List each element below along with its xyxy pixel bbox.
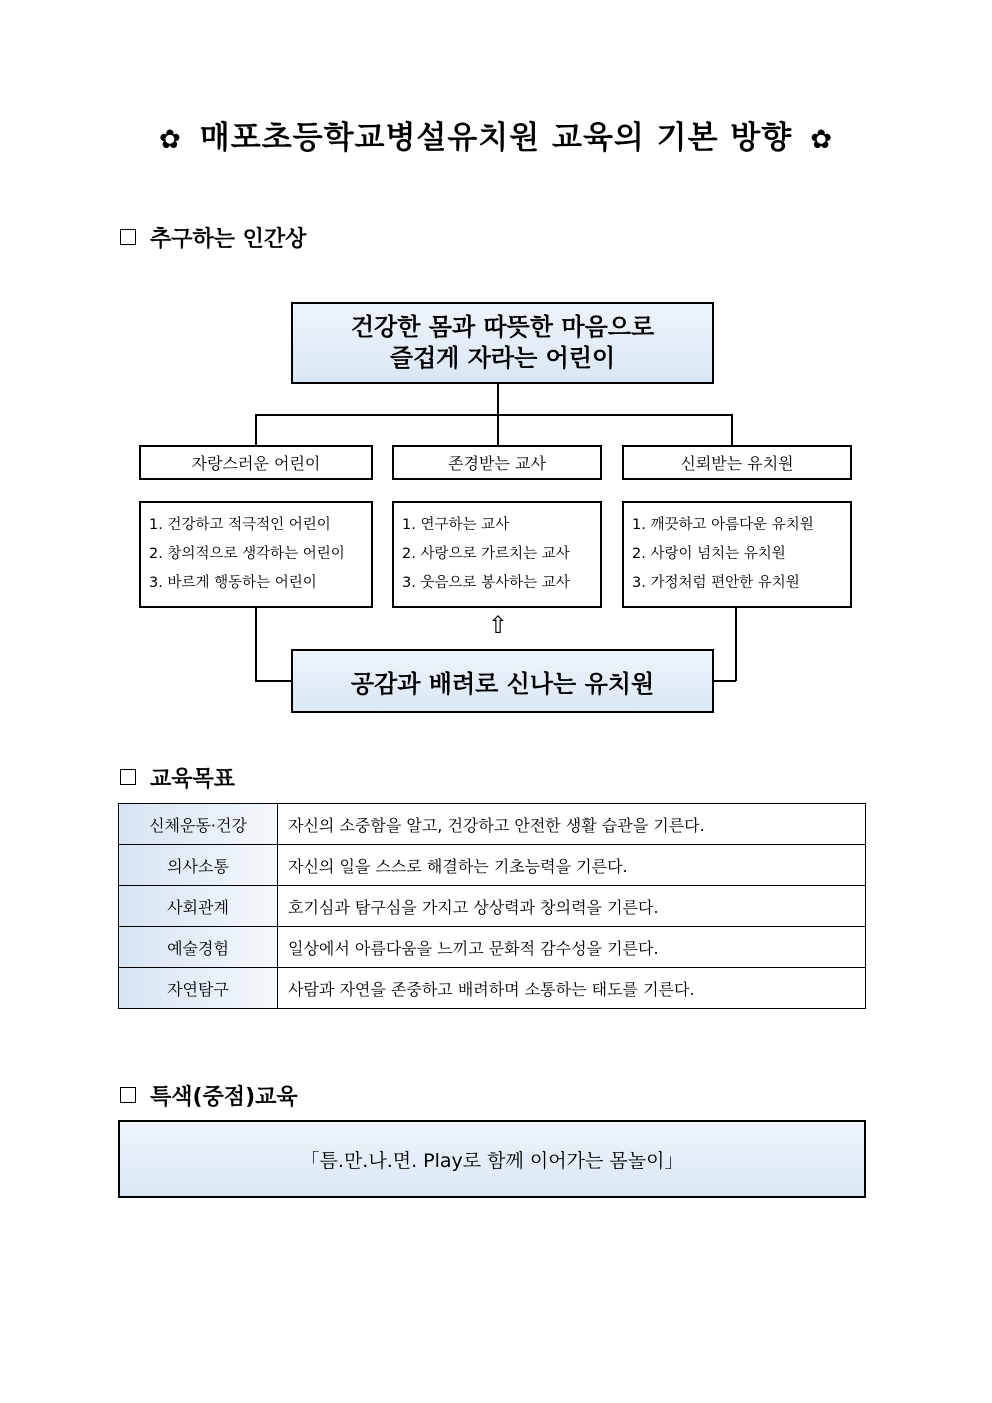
goal-text: 자신의 소중함을 알고, 건강하고 안전한 생활 습관을 기른다. (278, 804, 866, 845)
goal-area: 예술경험 (119, 927, 278, 968)
column-header-teachers: 존경받는 교사 (392, 445, 602, 480)
list-item: 1. 건강하고 적극적인 어린이 (149, 517, 331, 533)
connector-line (731, 414, 733, 445)
connector-line (497, 384, 499, 414)
connector-line (714, 680, 736, 682)
column-list-teachers (392, 501, 602, 608)
goal-area: 신체운동·건강 (119, 804, 278, 845)
table-row (119, 968, 866, 1009)
goals-table (118, 803, 866, 1009)
section-heading-label: 추구하는 인간상 (150, 227, 307, 252)
list-item: 3. 바르게 행동하는 어린이 (149, 575, 317, 591)
square-bullet-icon (120, 1087, 136, 1103)
connector-line (735, 608, 737, 681)
goal-text: 자신의 일을 스스로 해결하는 기초능력을 기른다. (278, 845, 866, 886)
vision-line-1: 건강한 몸과 따뜻한 마음으로 (350, 313, 655, 341)
connector-line (497, 414, 499, 445)
section-heading-label: 특색(중점)교육 (150, 1085, 298, 1110)
section-heading-ideal-person (120, 222, 306, 253)
flower-icon: ✿ (159, 125, 182, 155)
column-header-children: 자랑스러운 어린이 (139, 445, 373, 480)
list-item: 3. 웃음으로 봉사하는 교사 (402, 575, 570, 591)
table-row (119, 927, 866, 968)
goal-area: 사회관계 (119, 886, 278, 927)
list-item: 2. 사랑이 넘치는 유치원 (632, 546, 786, 562)
list-item: 1. 연구하는 교사 (402, 517, 510, 533)
section-heading-label: 교육목표 (150, 767, 236, 792)
vision-line-2: 즐겁게 자라는 어린이 (389, 344, 616, 372)
goal-area: 의사소통 (119, 845, 278, 886)
goal-text: 호기심과 탐구심을 가지고 상상력과 창의력을 기른다. (278, 886, 866, 927)
table-row (119, 804, 866, 845)
connector-line (255, 414, 257, 445)
connector-line (255, 680, 291, 682)
section-heading-goals (120, 762, 235, 793)
goal-text: 사람과 자연을 존중하고 배려하며 소통하는 태도를 기른다. (278, 968, 866, 1009)
special-education-box: 「틈.만.나.면. Play로 함께 이어가는 몸놀이」 (118, 1120, 866, 1198)
goal-text: 일상에서 아름다움을 느끼고 문화적 감수성을 기른다. (278, 927, 866, 968)
column-list-kindergarten (622, 501, 852, 608)
page-title (0, 112, 992, 157)
section-heading-special (120, 1080, 298, 1111)
list-item: 2. 창의적으로 생각하는 어린이 (149, 546, 345, 562)
vision-box (291, 302, 714, 384)
square-bullet-icon (120, 769, 136, 785)
kindergarten-vision-box: 공감과 배려로 신나는 유치원 (291, 649, 714, 713)
square-bullet-icon (120, 229, 136, 245)
connector-line (255, 608, 257, 681)
list-item: 2. 사랑으로 가르치는 교사 (402, 546, 570, 562)
page-title-text: 매포초등학교병설유치원 교육의 기본 방향 (199, 120, 793, 156)
table-row (119, 886, 866, 927)
goal-area: 자연탐구 (119, 968, 278, 1009)
flower-icon: ✿ (810, 125, 833, 155)
list-item: 3. 가정처럼 편안한 유치원 (632, 575, 800, 591)
column-list-children (139, 501, 373, 608)
up-arrow-icon: ⇧ (487, 611, 509, 639)
list-item: 1. 깨끗하고 아름다운 유치원 (632, 517, 814, 533)
column-header-kindergarten: 신뢰받는 유치원 (622, 445, 852, 480)
table-row (119, 845, 866, 886)
connector-line (255, 414, 732, 416)
